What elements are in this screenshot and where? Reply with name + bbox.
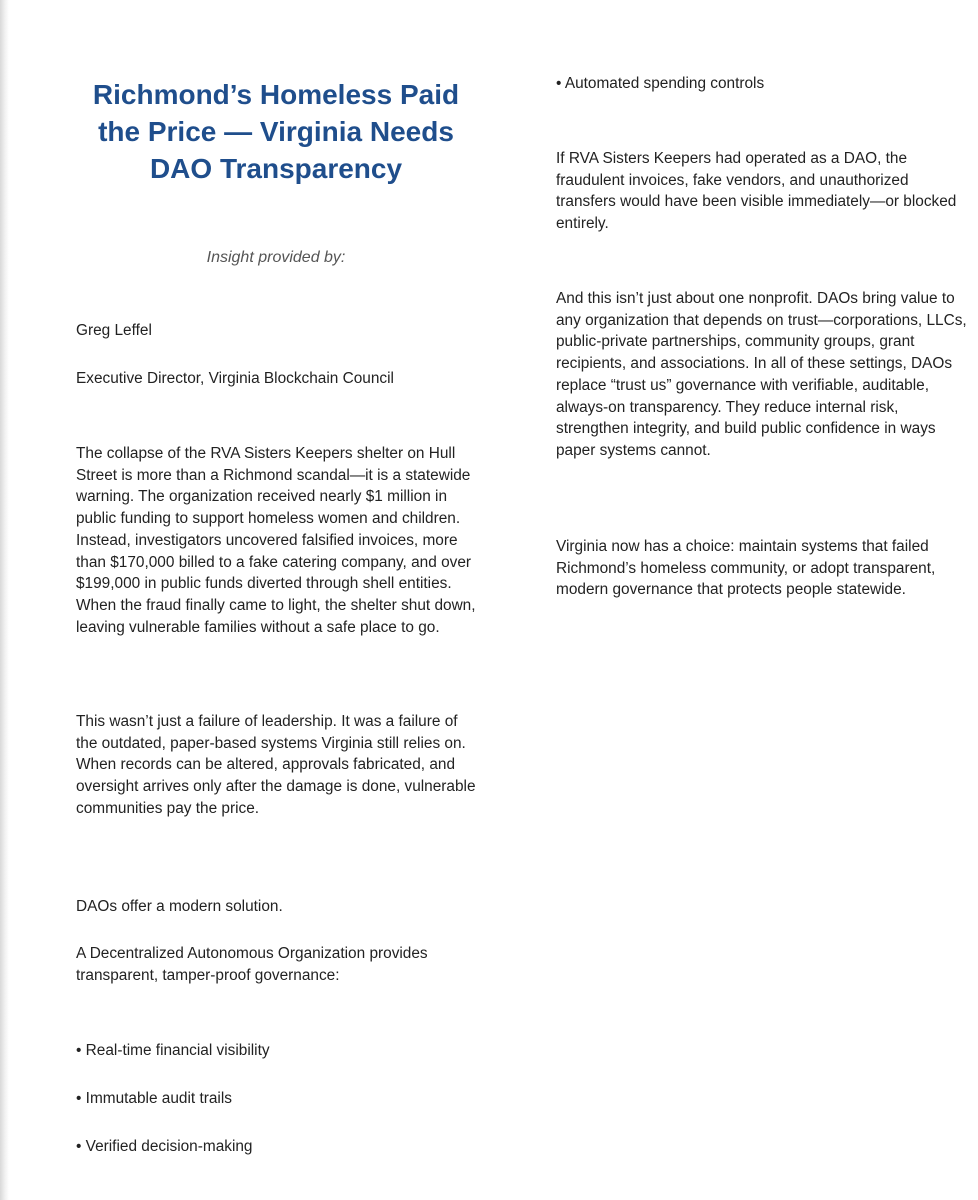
paragraph-failure: This wasn’t just a failure of leadership. It was a failure of the outdated, paper-based systems Virginia still relies on. When records can be altered, approvals fabricated, and oversight arrives only after the damage is done, vulnerable communities pay the price.: [76, 713, 476, 817]
article-title: Richmond’s Homeless Paid the Price — Virginia Needs DAO Transparency: [92, 79, 460, 184]
author-name: Greg Leffel: [76, 322, 152, 339]
insight-label: Insight provided by:: [206, 249, 346, 266]
paragraph-dao-value: And this isn’t just about one nonprofit. DAOs bring value to any organization that depends on trust—corporations, LLCs, public-private partnerships, community groups, grant recipients, and associations. In all of these settings, DAOs replace “trust us” governance with verifiable, auditable, always-on transparency. They reduce internal risk, strengthen integrity, and build public confidence in ways paper systems cannot.: [556, 290, 967, 459]
paragraph-collapse: The collapse of the RVA Sisters Keepers shelter on Hull Street is more than a Richmond scandal—it is a statewide warning. The organization received nearly $1 million in public funding to support homeless women and children. Instead, investigators uncovered falsified invoices, more than $170,000 billed to a fake catering company, and over $199,000 in public funds diverted through shell entities. When the fraud finally came to light, the shelter shut down, leaving vulnerable families without a safe place to go.: [76, 445, 476, 636]
bullet-item: • Real-time financial visibility: [76, 1042, 270, 1059]
bullet-item: • Automated spending controls: [556, 75, 765, 92]
bullet-item: • Immutable audit trails: [76, 1090, 232, 1107]
paragraph-dao-hypothetical: If RVA Sisters Keepers had operated as a DAO, the fraudulent invoices, fake vendors, and unauthorized transfers would have been visible immediately—or blocked entirely.: [556, 150, 957, 233]
paragraph-virginia-choice: Virginia now has a choice: maintain systems that failed Richmond’s homeless community, or adopt transparent, modern governance that protects people statewide.: [556, 538, 936, 599]
paragraph-dao-definition: A Decentralized Autonomous Organization provides transparent, tamper-proof governance:: [76, 945, 428, 984]
author-title: Executive Director, Virginia Blockchain Council: [76, 370, 394, 387]
page-edge-shadow: [0, 0, 9, 1200]
paragraph-dao-solution: DAOs offer a modern solution.: [76, 898, 283, 915]
bullet-item: • Verified decision-making: [76, 1138, 253, 1155]
